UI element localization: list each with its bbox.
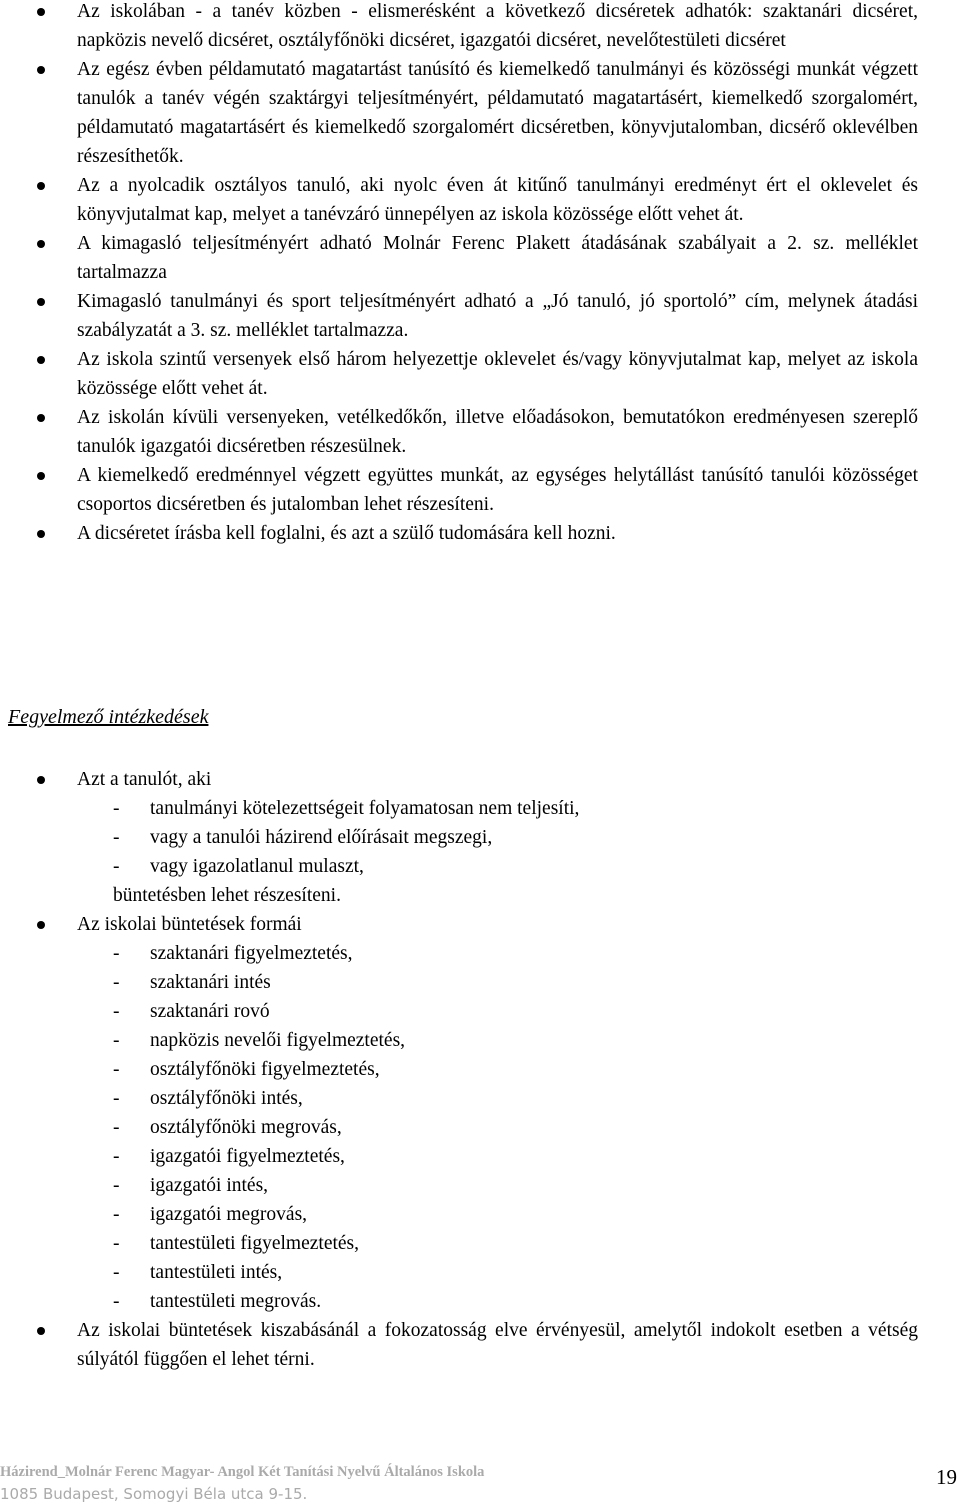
dash-icon: - — [113, 1233, 120, 1254]
sub-list-item: - vagy a tanulói házirend előírásait megszegi, — [77, 823, 918, 852]
bullet-icon — [37, 414, 45, 422]
page-number: 19 — [936, 1465, 957, 1489]
sub-list-item: - osztályfőnöki intés, — [77, 1084, 918, 1113]
dash-icon: - — [113, 827, 120, 848]
dash-icon: - — [113, 1059, 120, 1080]
sub-list-item: - igazgatói intés, — [77, 1171, 918, 1200]
list-item: A dicséretet írásba kell foglalni, és azt a szülő tudomására kell hozni. — [0, 519, 960, 548]
list-item-outro: büntetésben lehet részesíteni. — [113, 885, 341, 906]
section-heading: Fegyelmező intézkedések — [8, 706, 209, 728]
sub-list-item: - vagy igazolatlanul mulaszt, — [77, 852, 918, 881]
list-item — [0, 765, 960, 910]
sub-list-item: - szaktanári intés — [77, 968, 918, 997]
list-item: Az iskolán kívüli versenyeken, vetélkedőkőn, illetve előadásokon, bemutatókon eredményesen szereplő tanulók igazgatói dicséretben részesülnek. — [0, 403, 960, 461]
bullet-icon — [37, 530, 45, 538]
page-footer — [0, 1461, 960, 1506]
sub-list-item: - szaktanári rovó — [77, 997, 918, 1026]
sub-list-item: - szaktanári figyelmeztetés, — [77, 939, 918, 968]
bullet-icon — [37, 921, 45, 929]
dash-icon: - — [113, 972, 120, 993]
bullet-icon — [37, 8, 45, 16]
bullet-icon — [37, 356, 45, 364]
sub-list-item: - tantestületi figyelmeztetés, — [77, 1229, 918, 1258]
sub-list-item: - napközis nevelői figyelmeztetés, — [77, 1026, 918, 1055]
sub-list-item: - osztályfőnöki figyelmeztetés, — [77, 1055, 918, 1084]
dash-icon: - — [113, 1204, 120, 1225]
sub-list-item: - osztályfőnöki megrovás, — [77, 1113, 918, 1142]
dash-icon: - — [113, 1262, 120, 1283]
list-item: Az egész évben példamutató magatartást tanúsító és kiemelkedő tanulmányi és közösségi munkát végzett tanulók a tanév végén szaktárgyi teljesítményért, példamutató magatartásért, kiemelkedő szorgalomért, példamutató magatartásért és kiemelkedő szorgalomért dicséretben, könyvjutalomban, dicsérő oklevélben részesíthetők. — [0, 55, 960, 171]
list-item: Kimagasló tanulmányi és sport teljesítményért adható a „Jó tanuló, jó sportoló” cím, melynek átadási szabályzatát a 3. sz. melléklet tartalmazza. — [0, 287, 960, 345]
bullet-icon — [37, 298, 45, 306]
dash-icon: - — [113, 1088, 120, 1109]
list-item-intro: Azt a tanulót, aki — [77, 769, 212, 790]
dash-icon: - — [113, 1030, 120, 1051]
list-item-intro: Az iskolai büntetések formái — [77, 914, 302, 935]
sub-list — [77, 794, 918, 881]
list-item: A kimagasló teljesítményért adható Molnár Ferenc Plakett átadásának szabályait a 2. sz. melléklet tartalmazza — [0, 229, 960, 287]
footer-address: 1085 Budapest, Somogyi Béla utca 9-15. — [0, 1485, 308, 1503]
dash-icon: - — [113, 856, 120, 877]
dash-icon: - — [113, 1291, 120, 1312]
disciplinary-list — [0, 765, 960, 1374]
bullet-icon — [37, 1327, 45, 1335]
bullet-icon — [37, 776, 45, 784]
list-item: Az a nyolcadik osztályos tanuló, aki nyolc éven át kitűnő tanulmányi eredményt ért el oklevelet és könyvjutalmat kap, melyet a tanévzáró ünnepélyen az iskola közössége előtt vehet át. — [0, 171, 960, 229]
sub-list-item: - igazgatói figyelmeztetés, — [77, 1142, 918, 1171]
dash-icon: - — [113, 798, 120, 819]
list-item: Az iskolában - a tanév közben - elismerésként a következő dicséretek adhatók: szaktanári dicséret, napközis nevelő dicséret, osztályfőnöki dicséret, igazgatói dicséret, nevelőtestületi dicséret — [0, 0, 960, 55]
sub-list-item: - tantestületi megrovás. — [77, 1287, 918, 1316]
sub-list — [77, 939, 918, 1316]
list-item: Az iskola szintű versenyek első három helyezettje oklevelet és/vagy könyvjutalmat kap, melyet az iskola közössége előtt vehet át. — [0, 345, 960, 403]
sub-list-item: - tanulmányi kötelezettségeit folyamatosan nem teljesíti, — [77, 794, 918, 823]
list-item: Az iskolai büntetések kiszabásánál a fokozatosság elve érvényesül, amelytől indokolt esetben a vétség súlyától függően el lehet térni. — [0, 1316, 960, 1374]
dash-icon: - — [113, 1175, 120, 1196]
commendations-list — [0, 0, 960, 548]
sub-list-item: - igazgatói megrovás, — [77, 1200, 918, 1229]
bullet-icon — [37, 66, 45, 74]
list-item: A kiemelkedő eredménnyel végzett együttes munkát, az egységes helytállást tanúsító tanulói közösséget csoportos dicséretben és jutalomban lehet részesíteni. — [0, 461, 960, 519]
footer-school-name: Házirend_Molnár Ferenc Magyar- Angol Két Tanítási Nyelvű Általános Iskola — [0, 1464, 485, 1480]
dash-icon: - — [113, 943, 120, 964]
sub-list-item: - tantestületi intés, — [77, 1258, 918, 1287]
bullet-icon — [37, 182, 45, 190]
list-item — [0, 910, 960, 1316]
bullet-icon — [37, 472, 45, 480]
dash-icon: - — [113, 1117, 120, 1138]
bullet-icon — [37, 240, 45, 248]
dash-icon: - — [113, 1146, 120, 1167]
dash-icon: - — [113, 1001, 120, 1022]
